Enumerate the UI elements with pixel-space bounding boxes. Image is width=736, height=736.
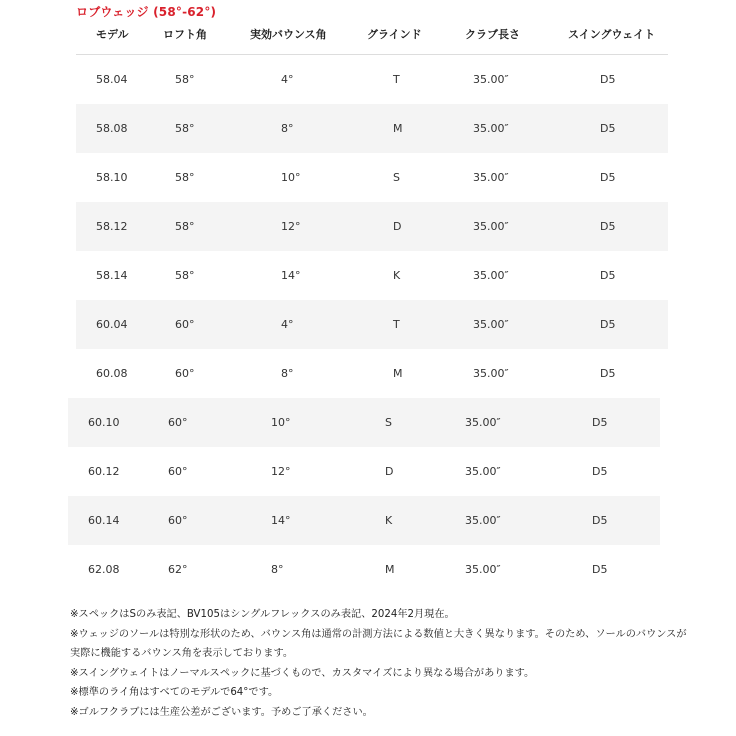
table-row	[68, 447, 660, 496]
cell-loft: 58°	[175, 122, 195, 135]
table-row	[76, 153, 668, 202]
header-model: モデル	[96, 28, 129, 41]
cell-model: 58.10	[96, 171, 128, 184]
table-row	[76, 55, 668, 104]
cell-swingweight: D5	[600, 367, 616, 380]
cell-loft: 60°	[168, 465, 188, 478]
cell-grind: K	[393, 269, 401, 282]
header-swingweight: スイングウェイト	[568, 28, 656, 41]
cell-model: 62.08	[88, 563, 120, 576]
header-grind: グラインド	[367, 28, 422, 41]
cell-grind: M	[393, 122, 403, 135]
cell-model: 58.14	[96, 269, 128, 282]
cell-bounce: 8°	[281, 122, 294, 135]
cell-length: 35.00″	[465, 416, 501, 429]
table-row	[76, 300, 668, 349]
cell-grind: S	[393, 171, 400, 184]
cell-bounce: 10°	[271, 416, 291, 429]
cell-model: 60.10	[88, 416, 120, 429]
cell-bounce: 14°	[271, 514, 291, 527]
note-tolerance: ※ゴルフクラブには生産公差がございます。予めご了承ください。	[70, 706, 373, 718]
cell-length: 35.00″	[473, 122, 509, 135]
cell-swingweight: D5	[600, 269, 616, 282]
cell-loft: 60°	[175, 367, 195, 380]
cell-loft: 60°	[175, 318, 195, 331]
cell-grind: T	[393, 318, 400, 331]
cell-length: 35.00″	[473, 367, 509, 380]
cell-swingweight: D5	[592, 514, 608, 527]
cell-grind: K	[385, 514, 393, 527]
cell-length: 35.00″	[473, 269, 509, 282]
cell-grind: S	[385, 416, 392, 429]
cell-model: 60.08	[96, 367, 128, 380]
header-loft: ロフト角	[163, 28, 207, 41]
cell-length: 35.00″	[465, 514, 501, 527]
cell-bounce: 14°	[281, 269, 301, 282]
note-lie: ※標準のライ角はすべてのモデルで64°です。	[70, 687, 279, 698]
cell-grind: M	[393, 367, 403, 380]
cell-length: 35.00″	[473, 171, 509, 184]
cell-bounce: 8°	[271, 563, 284, 576]
cell-length: 35.00″	[473, 318, 509, 331]
table-row	[76, 251, 668, 300]
cell-model: 60.12	[88, 465, 120, 478]
cell-model: 58.08	[96, 122, 128, 135]
table-row	[68, 398, 660, 447]
cell-loft: 60°	[168, 416, 188, 429]
table-title: ロブウェッジ (58°-62°)	[76, 5, 217, 19]
cell-swingweight: D5	[592, 416, 608, 429]
cell-swingweight: D5	[592, 465, 608, 478]
table-row	[76, 202, 668, 251]
cell-loft: 58°	[175, 73, 195, 86]
note-bounce: ※ウェッジのソールは特別な形状のため、バウンス角は通常の計測方法による数値と大きく異なります。そのため、ソールのバウンスが実際に機能するバウンス角を表示しております。	[70, 628, 687, 659]
table-row	[68, 496, 660, 545]
cell-loft: 60°	[168, 514, 188, 527]
cell-loft: 58°	[175, 220, 195, 233]
cell-length: 35.00″	[473, 73, 509, 86]
cell-loft: 58°	[175, 269, 195, 282]
cell-bounce: 8°	[281, 367, 294, 380]
cell-grind: D	[393, 220, 402, 233]
cell-length: 35.00″	[465, 563, 501, 576]
note-spec: ※スペックはSのみ表記、BV105はシングルフレックスのみ表記、2024年2月現在。	[70, 609, 455, 620]
cell-grind: T	[393, 73, 400, 86]
header-length: クラブ長さ	[465, 28, 520, 41]
cell-swingweight: D5	[600, 318, 616, 331]
note-swingweight: ※スイングウェイトはノーマルスペックに基づくもので、カスタマイズにより異なる場合があります。	[70, 667, 535, 679]
notes	[70, 605, 690, 722]
cell-bounce: 4°	[281, 73, 294, 86]
cell-model: 58.04	[96, 73, 128, 86]
cell-loft: 58°	[175, 171, 195, 184]
table-row	[76, 104, 668, 153]
table-row	[68, 545, 660, 594]
cell-loft: 62°	[168, 563, 188, 576]
cell-length: 35.00″	[473, 220, 509, 233]
cell-swingweight: D5	[600, 171, 616, 184]
cell-length: 35.00″	[465, 465, 501, 478]
cell-swingweight: D5	[600, 220, 616, 233]
cell-grind: D	[385, 465, 394, 478]
cell-swingweight: D5	[600, 122, 616, 135]
cell-model: 58.12	[96, 220, 128, 233]
cell-grind: M	[385, 563, 395, 576]
cell-bounce: 4°	[281, 318, 294, 331]
cell-swingweight: D5	[600, 73, 616, 86]
cell-swingweight: D5	[592, 563, 608, 576]
cell-model: 60.14	[88, 514, 120, 527]
header-bounce: 実効バウンス角	[250, 28, 327, 41]
cell-bounce: 12°	[271, 465, 291, 478]
cell-bounce: 10°	[281, 171, 301, 184]
table-row	[76, 349, 668, 398]
cell-bounce: 12°	[281, 220, 301, 233]
cell-model: 60.04	[96, 318, 128, 331]
